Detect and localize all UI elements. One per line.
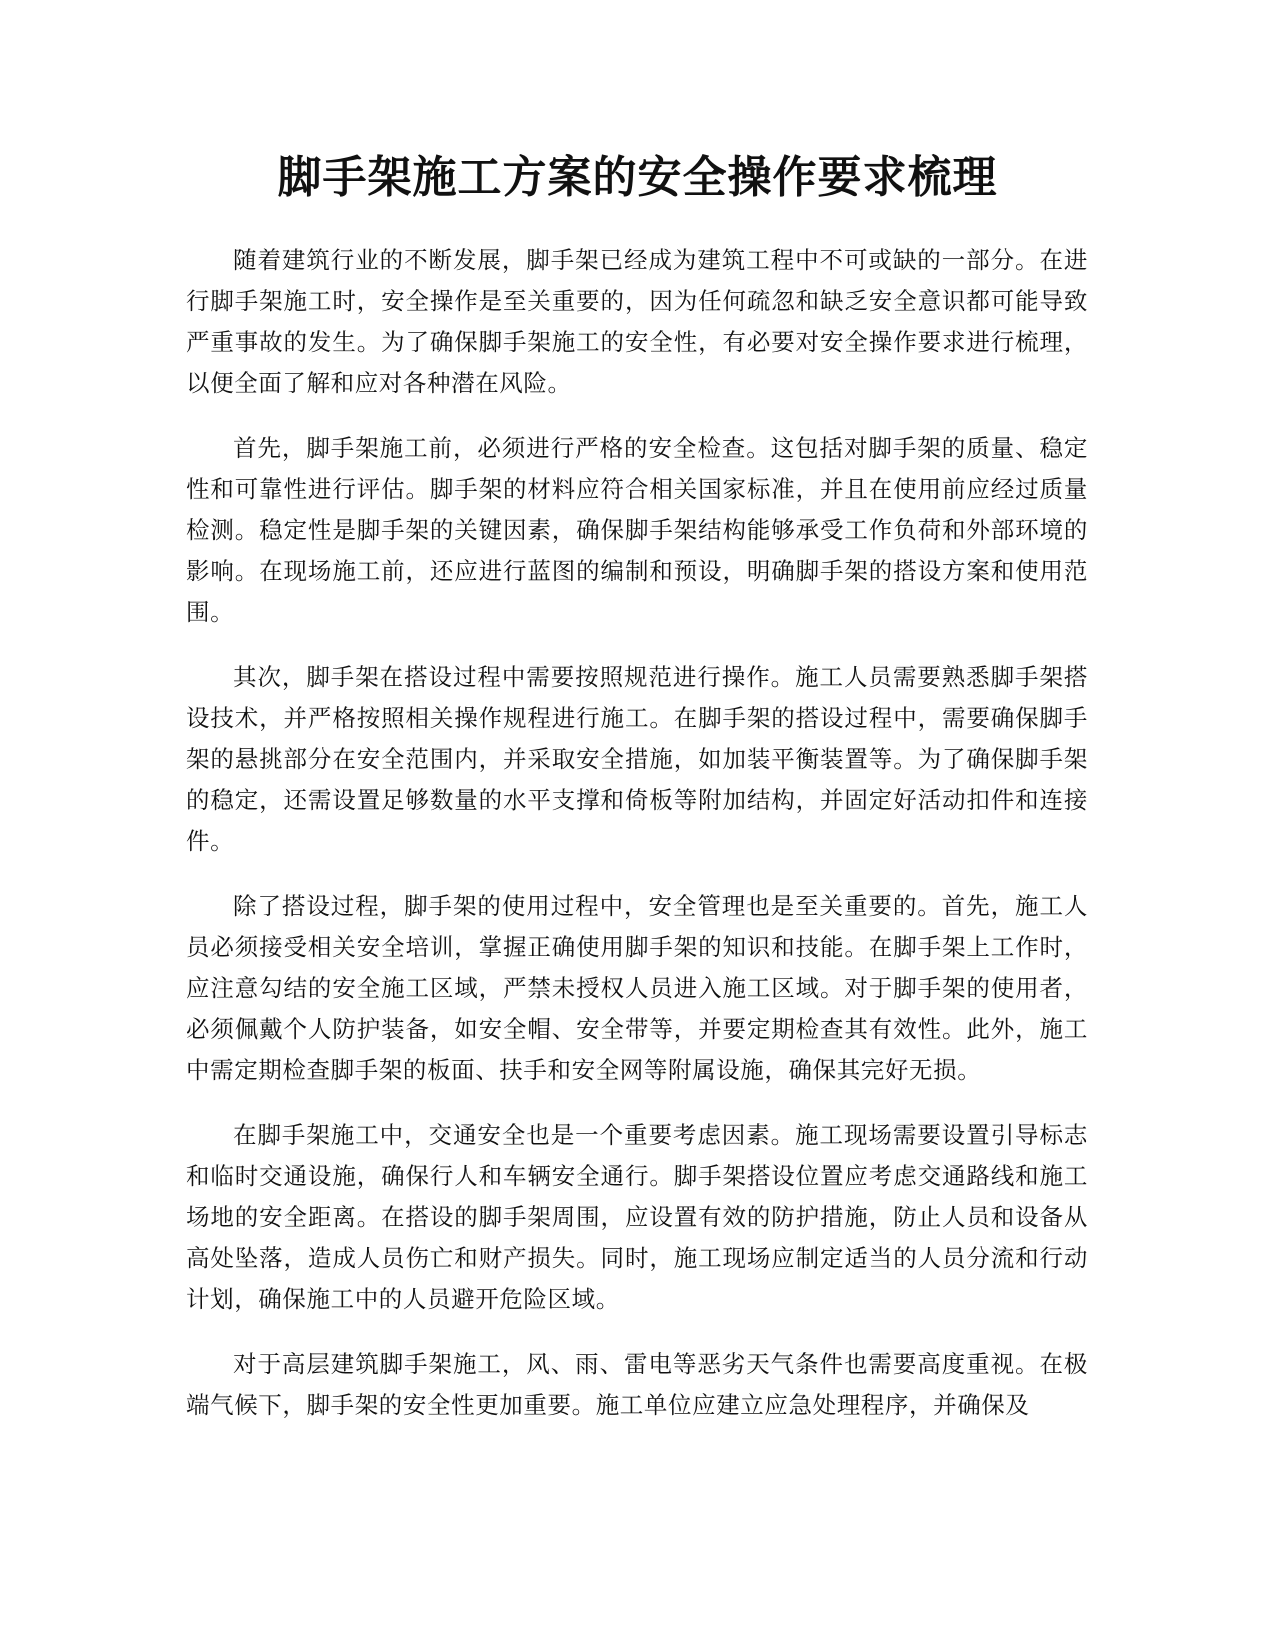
- paragraph-usage-management: 除了搭设过程，脚手架的使用过程中，安全管理也是至关重要的。首先，施工人员必须接受相关安全培训，掌握正确使用脚手架的知识和技能。在脚手架上工作时，应注意勾结的安全施工区域，严禁未授权人员进入施工区域。对于脚手架的使用者，必须佩戴个人防护装备，如安全帽、安全带等，并要定期检查其有效性。此外，施工中需定期检查脚手架的板面、扶手和安全网等附属设施，确保其完好无损。: [186, 892, 1088, 1084]
- paragraph-intro: 随着建筑行业的不断发展，脚手架已经成为建筑工程中不可或缺的一部分。在进行脚手架施工时，安全操作是至关重要的，因为任何疏忽和缺乏安全意识都可能导致严重事故的发生。为了确保脚手架施工的安全性，有必要对安全操作要求进行梳理，以便全面了解和应对各种潜在风险。: [186, 246, 1088, 397]
- document-title: 脚手架施工方案的安全操作要求梳理: [277, 152, 998, 203]
- paragraph-erection-process: 其次，脚手架在搭设过程中需要按照规范进行操作。施工人员需要熟悉脚手架搭设技术，并严格按照相关操作规程进行施工。在脚手架的搭设过程中，需要确保脚手架的悬挑部分在安全范围内，并采取安全措施，如加装平衡装置等。为了确保脚手架的稳定，还需设置足够数量的水平支撑和倚板等附加结构，并固定好活动扣件和连接件。: [186, 663, 1088, 855]
- paragraph-weather: 对于高层建筑脚手架施工，风、雨、雷电等恶劣天气条件也需要高度重视。在极端气候下，脚手架的安全性更加重要。施工单位应建立应急处理程序，并确保及: [186, 1350, 1088, 1419]
- paragraph-pre-inspection: 首先，脚手架施工前，必须进行严格的安全检查。这包括对脚手架的质量、稳定性和可靠性进行评估。脚手架的材料应符合相关国家标准，并且在使用前应经过质量检测。稳定性是脚手架的关键因素，确保脚手架结构能够承受工作负荷和外部环境的影响。在现场施工前，还应进行蓝图的编制和预设，明确脚手架的搭设方案和使用范围。: [186, 434, 1088, 626]
- paragraph-traffic-safety: 在脚手架施工中，交通安全也是一个重要考虑因素。施工现场需要设置引导标志和临时交通设施，确保行人和车辆安全通行。脚手架搭设位置应考虑交通路线和施工场地的安全距离。在搭设的脚手架周围，应设置有效的防护措施，防止人员和设备从高处坠落，造成人员伤亡和财产损失。同时，施工现场应制定适当的人员分流和行动计划，确保施工中的人员避开危险区域。: [186, 1121, 1088, 1313]
- document-body: [186, 240, 1088, 1450]
